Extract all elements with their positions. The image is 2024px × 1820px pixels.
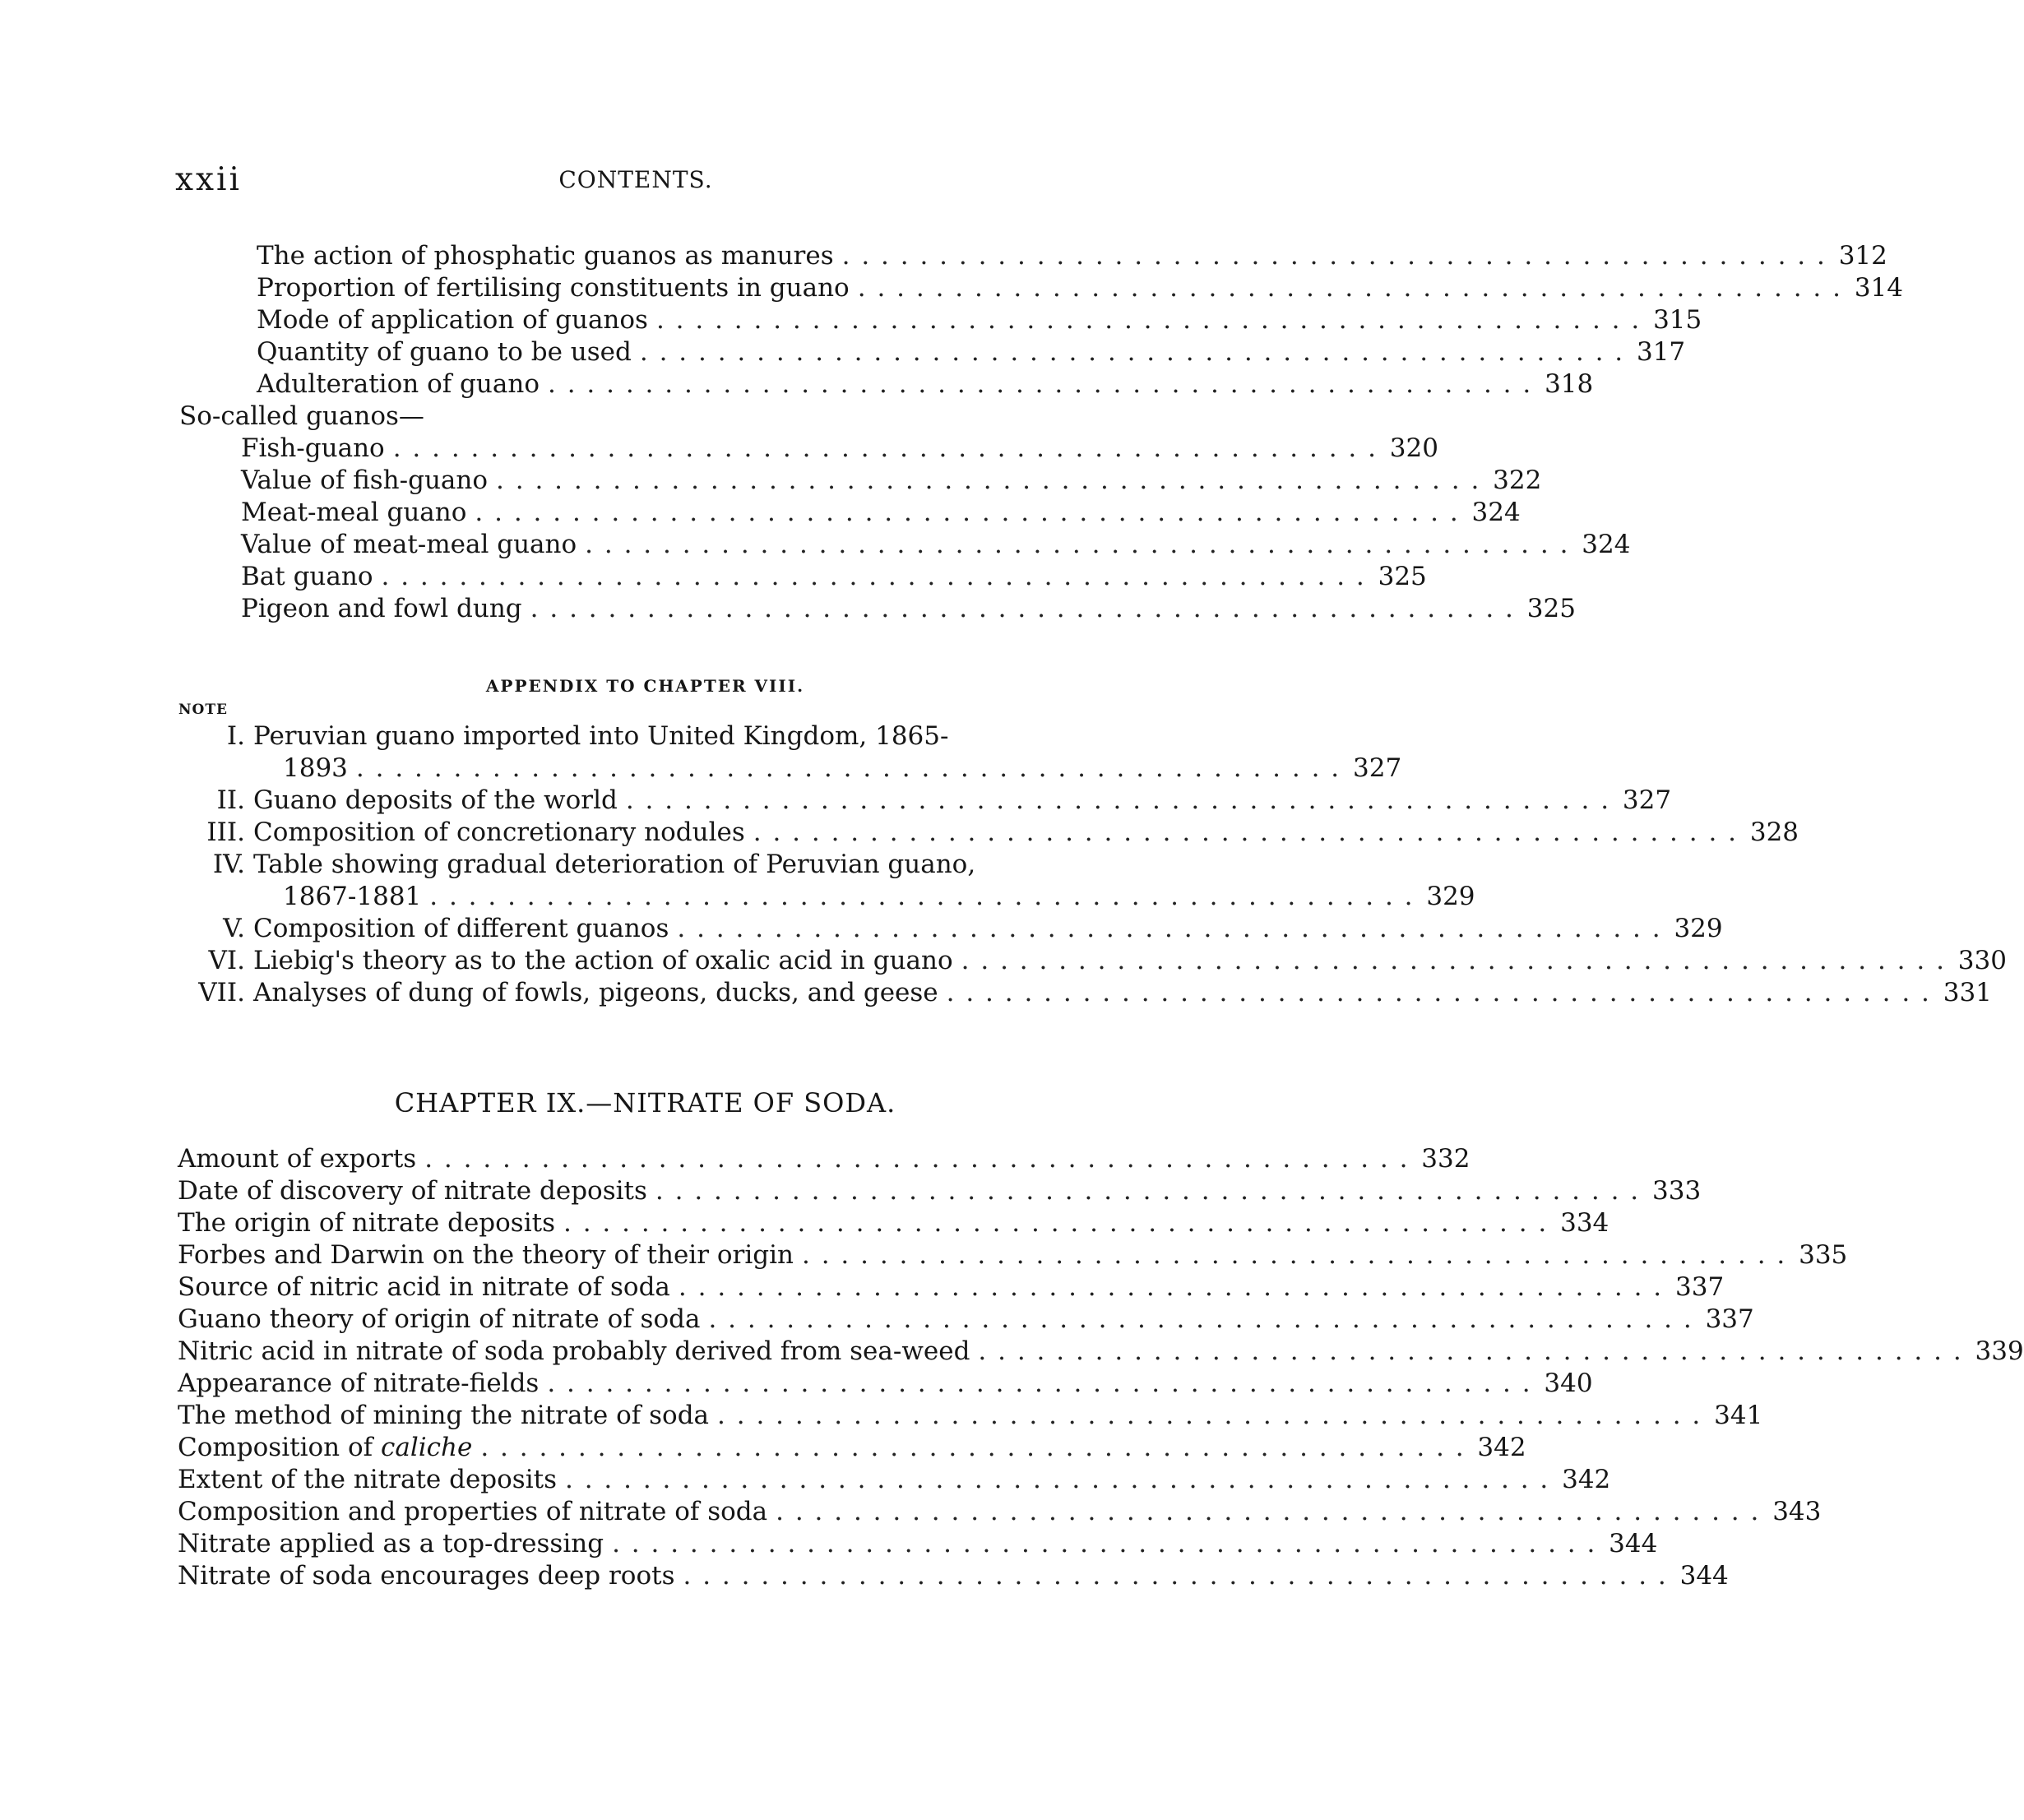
note-label-continued: 1867-1881 [283, 882, 422, 911]
toc-entry-page: 334 [1560, 1208, 1609, 1238]
toc-entry [178, 1368, 1593, 1400]
note-page: 331 [1943, 978, 1992, 1007]
note-entry-line1 [179, 849, 975, 881]
note-number: VI. [208, 946, 245, 975]
toc-entry-label: Nitrate of soda encourages deep roots [178, 1561, 675, 1591]
dot-leader: . . . . . . . . . . . . . . . . . . . . . . . . . . . . . . . . . . . . . . . . . . . . . . . . . . . [639, 337, 1625, 367]
dot-leader: . . . . . . . . . . . . . . . . . . . . . . . . . . . . . . . . . . . . . . . . . . . . . . . . . . . [961, 946, 1946, 975]
note-entry [283, 753, 1402, 785]
toc-entry-page: 317 [1636, 337, 1686, 367]
toc-entry-label: Adulteration of guano [257, 369, 540, 399]
toc-entry-page: 344 [1679, 1561, 1729, 1591]
note-entry [179, 785, 1672, 817]
toc-entry-label: Fish-guano [241, 433, 385, 463]
toc-entry-label: The method of mining the nitrate of soda [178, 1401, 710, 1430]
toc-entry [257, 368, 1594, 401]
toc-entry-page: 333 [1652, 1176, 1702, 1206]
chapter-title: CHAPTER IX.—NITRATE OF SODA. [394, 1087, 896, 1118]
toc-entry [257, 272, 1903, 304]
note-number: I. [226, 721, 245, 751]
dot-leader: . . . . . . . . . . . . . . . . . . . . . . . . . . . . . . . . . . . . . . . . . . . . . . . . . . . [625, 785, 1611, 815]
toc-entry [178, 1271, 1725, 1304]
dot-leader: . . . . . . . . . . . . . . . . . . . . . . . . . . . . . . . . . . . . . . . . . . . . . . . . . . . [530, 594, 1515, 623]
dot-leader: . . . . . . . . . . . . . . . . . . . . . . . . . . . . . . . . . . . . . . . . . . . . . . . . . . . [480, 1433, 1466, 1462]
page-number: xxii [175, 161, 242, 198]
note-label-continued: 1893 [283, 753, 348, 783]
toc-entry-page: 324 [1582, 530, 1631, 559]
toc-entry-label: Date of discovery of nitrate deposits [178, 1176, 647, 1206]
toc-entry [178, 1464, 1611, 1496]
dot-leader: . . . . . . . . . . . . . . . . . . . . . . . . . . . . . . . . . . . . . . . . . . . . . . . . . . . [392, 433, 1378, 463]
toc-entry-label: Nitrate applied as a top-dressing [178, 1529, 604, 1558]
dot-leader: . . . . . . . . . . . . . . . . . . . . . . . . . . . . . . . . . . . . . . . . . . . . . . . . . . . [547, 1368, 1532, 1398]
note-entry [179, 817, 1799, 849]
toc-entry-label: Value of meat-meal guano [241, 530, 577, 559]
toc-entry [178, 1207, 1609, 1239]
note-label-text: Liebig's theory as to the action of oxalic acid in guano [253, 946, 953, 975]
dot-leader: . . . . . . . . . . . . . . . . . . . . . . . . . . . . . . . . . . . . . . . . . . . . . . . . . . . [802, 1240, 1787, 1270]
toc-entry-page: 315 [1653, 305, 1702, 335]
toc-entry-label: Appearance of nitrate-fields [178, 1368, 540, 1398]
toc-entry-label: Forbes and Darwin on the theory of their origin [178, 1240, 794, 1270]
toc-entry [178, 1496, 1822, 1528]
note-page: 330 [1957, 946, 2007, 975]
toc-entry [178, 1304, 1754, 1336]
dot-leader: . . . . . . . . . . . . . . . . . . . . . . . . . . . . . . . . . . . . . . . . . . . . . . . . . . . [753, 817, 1739, 847]
toc-entry-page: 342 [1477, 1433, 1526, 1462]
note-number: IV. [212, 850, 245, 879]
dot-leader: . . . . . . . . . . . . . . . . . . . . . . . . . . . . . . . . . . . . . . . . . . . . . . . . . . . [776, 1497, 1761, 1526]
toc-entry-label: Bat guano [241, 562, 373, 591]
toc-entry-label-italic: caliche [380, 1433, 473, 1462]
toc-entry-page: 344 [1609, 1529, 1658, 1558]
note-label-text: Guano deposits of the world [253, 785, 618, 815]
toc-entry-label: Source of nitric acid in nitrate of soda [178, 1272, 670, 1302]
toc-entry-page: 325 [1526, 594, 1576, 623]
toc-entry-label: Amount of exports [178, 1144, 417, 1174]
dot-leader: . . . . . . . . . . . . . . . . . . . . . . . . . . . . . . . . . . . . . . . . . . . . . . . . . . . [677, 914, 1662, 943]
note-number: VII. [198, 978, 245, 1007]
toc-entry-label: Mode of application of guanos [257, 305, 648, 335]
toc-entry-page: 340 [1544, 1368, 1593, 1398]
toc-entry-page: 325 [1378, 562, 1427, 591]
note-label-text: Peruvian guano imported into United Kingdom, 1865- [253, 721, 949, 751]
toc-entry-page: 341 [1714, 1401, 1763, 1430]
dot-leader: . . . . . . . . . . . . . . . . . . . . . . . . . . . . . . . . . . . . . . . . . . . . . . . . . . . [429, 882, 1415, 911]
toc-entry-label: The action of phosphatic guanos as manures [257, 241, 834, 271]
note-label: NOTE [178, 702, 228, 718]
toc-entry-page: 318 [1545, 369, 1594, 399]
toc-entry-page: 337 [1705, 1304, 1754, 1334]
dot-leader: . . . . . . . . . . . . . . . . . . . . . . . . . . . . . . . . . . . . . . . . . . . . . . . . . . . [655, 1176, 1641, 1206]
toc-entry-label: Composition of [178, 1433, 381, 1462]
toc-entry [178, 1560, 1729, 1592]
toc-entry-page: 343 [1772, 1497, 1822, 1526]
dot-leader: . . . . . . . . . . . . . . . . . . . . . . . . . . . . . . . . . . . . . . . . . . . . . . . . . . . [841, 241, 1827, 271]
note-label-text: Composition of concretionary nodules [253, 817, 745, 847]
note-page: 329 [1426, 882, 1475, 911]
note-page: 327 [1622, 785, 1672, 815]
dot-leader: . . . . . . . . . . . . . . . . . . . . . . . . . . . . . . . . . . . . . . . . . . . . . . . . . . . [496, 465, 1481, 495]
toc-entry-page: 332 [1421, 1144, 1471, 1174]
toc-entry [241, 433, 1438, 465]
dot-leader: . . . . . . . . . . . . . . . . . . . . . . . . . . . . . . . . . . . . . . . . . . . . . . . . . . . [708, 1304, 1693, 1334]
toc-entry [178, 1336, 2024, 1368]
toc-entry-page: 342 [1562, 1465, 1611, 1494]
dot-leader: . . . . . . . . . . . . . . . . . . . . . . . . . . . . . . . . . . . . . . . . . . . . . . . . . . . [547, 369, 1533, 399]
toc-entry-label: Composition and properties of nitrate of soda [178, 1497, 768, 1526]
toc-entry-label: Meat-meal guano [241, 498, 467, 527]
note-entry [179, 945, 2007, 977]
section-heading: So-called guanos— [179, 401, 424, 431]
dot-leader: . . . . . . . . . . . . . . . . . . . . . . . . . . . . . . . . . . . . . . . . . . . . . . . . . . . [475, 498, 1460, 527]
dot-leader: . . . . . . . . . . . . . . . . . . . . . . . . . . . . . . . . . . . . . . . . . . . . . . . . . . . [683, 1561, 1668, 1591]
dot-leader: . . . . . . . . . . . . . . . . . . . . . . . . . . . . . . . . . . . . . . . . . . . . . . . . . . . [717, 1401, 1702, 1430]
note-label-text: Analyses of dung of fowls, pigeons, ducks, and geese [253, 978, 938, 1007]
toc-entry [178, 1175, 1702, 1207]
dot-leader: . . . . . . . . . . . . . . . . . . . . . . . . . . . . . . . . . . . . . . . . . . . . . . . . . . . [424, 1144, 1410, 1174]
running-title: CONTENTS. [558, 166, 713, 193]
toc-entry-label: Extent of the nitrate deposits [178, 1465, 557, 1494]
dot-leader: . . . . . . . . . . . . . . . . . . . . . . . . . . . . . . . . . . . . . . . . . . . . . . . . . . . [978, 1336, 1963, 1366]
toc-entry [178, 1432, 1526, 1464]
toc-entry-label: Value of fish-guano [241, 465, 489, 495]
appendix-title: APPENDIX TO CHAPTER VIII. [485, 676, 805, 696]
dot-leader: . . . . . . . . . . . . . . . . . . . . . . . . . . . . . . . . . . . . . . . . . . . . . . . . . . . [381, 562, 1366, 591]
toc-entry-page: 339 [1975, 1336, 2024, 1366]
toc-entry-page: 322 [1493, 465, 1542, 495]
toc-entry [241, 529, 1631, 561]
toc-entry-label: Quantity of guano to be used [257, 337, 632, 367]
note-number: II. [216, 785, 245, 815]
toc-entry [241, 561, 1427, 593]
note-number: III. [206, 817, 245, 847]
toc-entry [178, 1143, 1471, 1175]
note-entry [283, 881, 1475, 913]
toc-entry-page: 324 [1471, 498, 1521, 527]
dot-leader: . . . . . . . . . . . . . . . . . . . . . . . . . . . . . . . . . . . . . . . . . . . . . . . . . . . [857, 273, 1842, 303]
toc-entry [178, 1239, 1848, 1271]
dot-leader: . . . . . . . . . . . . . . . . . . . . . . . . . . . . . . . . . . . . . . . . . . . . . . . . . . . [946, 978, 1931, 1007]
page-header [175, 161, 1096, 204]
toc-entry [257, 336, 1686, 368]
dot-leader: . . . . . . . . . . . . . . . . . . . . . . . . . . . . . . . . . . . . . . . . . . . . . . . . . . . [678, 1272, 1664, 1302]
note-number: V. [223, 914, 245, 943]
toc-entry-label: Nitric acid in nitrate of soda probably derived from sea-weed [178, 1336, 970, 1366]
toc-entry [257, 240, 1887, 272]
dot-leader: . . . . . . . . . . . . . . . . . . . . . . . . . . . . . . . . . . . . . . . . . . . . . . . . . . . [563, 1208, 1549, 1238]
toc-entry [241, 593, 1576, 625]
note-label-text: Composition of different guanos [253, 914, 669, 943]
toc-entry-page: 335 [1799, 1240, 1848, 1270]
toc-entry [257, 304, 1702, 336]
note-entry [179, 913, 1723, 945]
toc-entry [241, 497, 1521, 529]
toc-entry-page: 320 [1389, 433, 1438, 463]
dot-leader: . . . . . . . . . . . . . . . . . . . . . . . . . . . . . . . . . . . . . . . . . . . . . . . . . . . [612, 1529, 1597, 1558]
dot-leader: . . . . . . . . . . . . . . . . . . . . . . . . . . . . . . . . . . . . . . . . . . . . . . . . . . . [565, 1465, 1550, 1494]
toc-entry-label: Guano theory of origin of nitrate of soda [178, 1304, 701, 1334]
toc-entry [241, 465, 1542, 497]
toc-entry-label: Proportion of fertilising constituents in guano [257, 273, 850, 303]
toc-entry-page: 314 [1854, 273, 1903, 303]
note-label-text: Table showing gradual deterioration of Peruvian guano, [253, 850, 976, 879]
toc-entry [178, 1528, 1658, 1560]
dot-leader: . . . . . . . . . . . . . . . . . . . . . . . . . . . . . . . . . . . . . . . . . . . . . . . . . . . [585, 530, 1570, 559]
toc-entry-page: 312 [1838, 241, 1887, 271]
toc-entry-label: Pigeon and fowl dung [241, 594, 522, 623]
note-page: 328 [1749, 817, 1799, 847]
toc-entry [178, 1400, 1763, 1432]
toc-entry-page: 337 [1675, 1272, 1725, 1302]
dot-leader: . . . . . . . . . . . . . . . . . . . . . . . . . . . . . . . . . . . . . . . . . . . . . . . . . . . [655, 305, 1642, 335]
note-entry [179, 977, 1992, 1009]
note-page: 327 [1353, 753, 1402, 783]
toc-entry-label: The origin of nitrate deposits [178, 1208, 555, 1238]
note-page: 329 [1674, 914, 1723, 943]
note-entry-line1 [179, 720, 948, 753]
dot-leader: . . . . . . . . . . . . . . . . . . . . . . . . . . . . . . . . . . . . . . . . . . . . . . . . . . . [355, 753, 1341, 783]
